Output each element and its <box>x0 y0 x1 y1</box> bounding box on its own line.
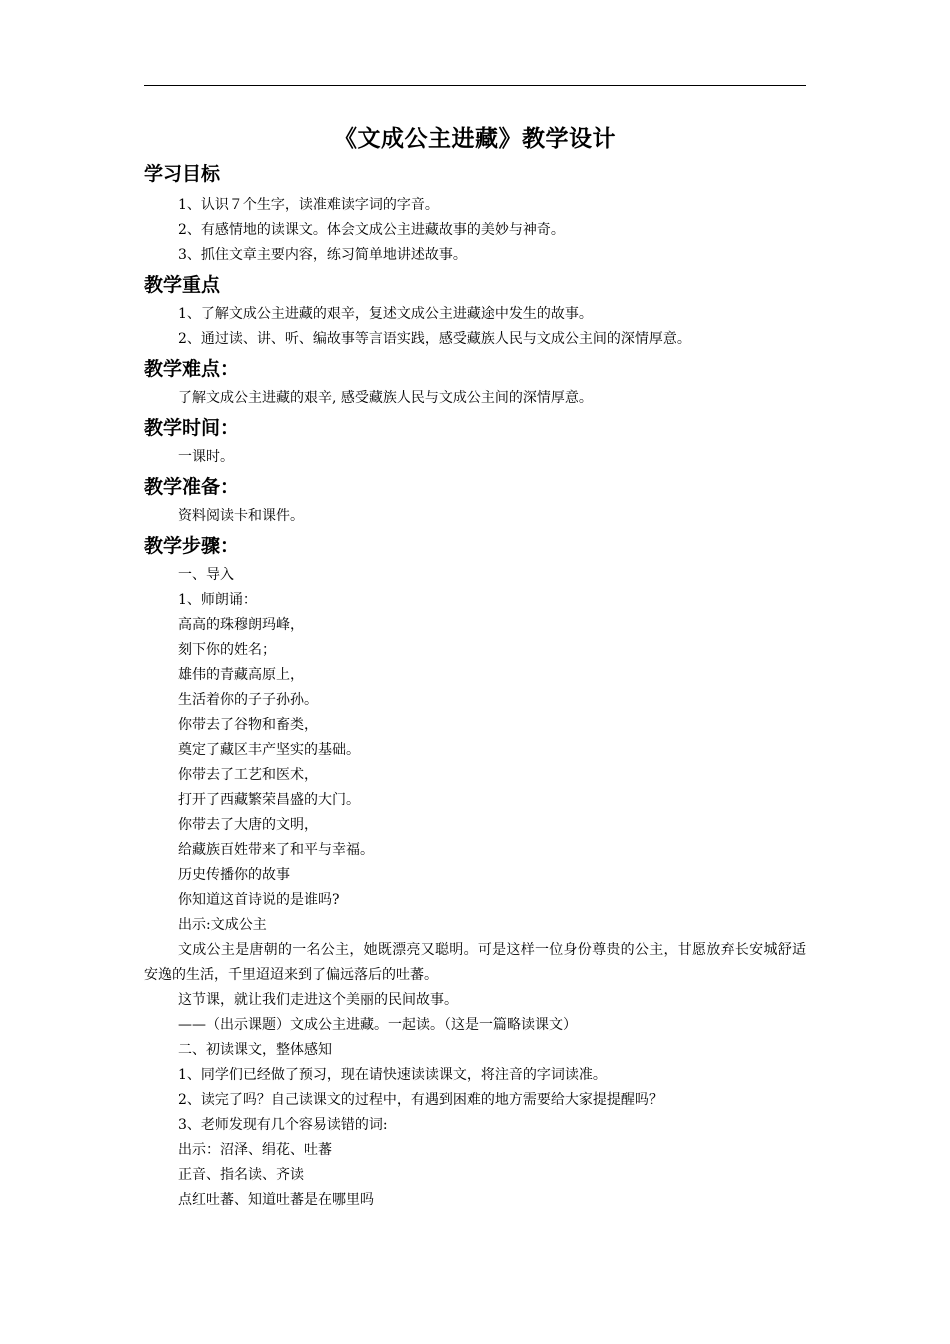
section-heading-steps: 教学步骤： <box>144 535 240 557</box>
header-rule <box>144 85 806 86</box>
section-heading-objectives: 学习目标 <box>144 163 221 185</box>
step-line: 1、同学们已经做了预习，现在请快速读读课文，将注音的字词读准。 <box>178 1067 607 1083</box>
step-line: 正音、指名读、齐读 <box>178 1167 304 1183</box>
step-line: 一、导入 <box>178 567 234 583</box>
step-line: 点红吐蕃、知道吐蕃是在哪里吗 <box>178 1192 374 1208</box>
step-line: 出示：沼泽、绢花、吐蕃 <box>178 1142 332 1158</box>
intro-paragraph: 文成公主是唐朝的一名公主，她既漂亮又聪明。可是这样一位身份尊贵的公主，甘愿放弃长安城舒适安逸的生活，千里迢迢来到了偏远落后的吐蕃。 <box>144 942 806 983</box>
poem-line: 刻下你的姓名； <box>178 642 276 658</box>
poem-line: 生活着你的子子孙孙。 <box>178 692 318 708</box>
poem-line: 奠定了藏区丰产坚实的基础。 <box>178 742 360 758</box>
section-heading-difficulties: 教学难点： <box>144 358 240 380</box>
step-line: 3、老师发现有几个容易读错的词: <box>178 1117 388 1133</box>
objective-item: 1、认识７个生字，读准难读字词的字音。 <box>178 197 439 213</box>
objective-item: 3、抓住文章主要内容，练习简单地讲述故事。 <box>178 247 467 263</box>
time-text: 一课时。 <box>178 449 234 465</box>
difficulties-text: 了解文成公主进藏的艰辛, 感受藏族人民与文成公主间的深情厚意。 <box>178 390 593 406</box>
preparation-text: 资料阅读卡和课件。 <box>178 508 304 524</box>
step-line: 2、读完了吗？自己读课文的过程中，有遇到困难的地方需要给大家提提醒吗？ <box>178 1092 663 1108</box>
objective-item: 2、有感情地的读课文。体会文成公主进藏故事的美妙与神奇。 <box>178 222 565 238</box>
step-line: 二、初读课文，整体感知 <box>178 1042 332 1058</box>
step-line: ——（出示课题）文成公主进藏。一起读。（这是一篇略读课文） <box>178 1017 577 1033</box>
step-line: 1、师朗诵： <box>178 592 257 608</box>
poem-line: 你带去了大唐的文明， <box>178 817 318 833</box>
step-line: 这节课，就让我们走进这个美丽的民间故事。 <box>178 992 458 1008</box>
poem-line: 打开了西藏繁荣昌盛的大门。 <box>178 792 360 808</box>
step-line: 你知道这首诗说的是谁吗? <box>178 892 340 908</box>
key-point-item: 2、通过读、讲、听、编故事等言语实践，感受藏族人民与文成公主间的深情厚意。 <box>178 331 691 347</box>
key-point-item: 1、了解文成公主进藏的艰辛，复述文成公主进藏途中发生的故事。 <box>178 306 593 322</box>
section-heading-time: 教学时间： <box>144 417 240 439</box>
poem-line: 给藏族百姓带来了和平与幸福。 <box>178 842 374 858</box>
poem-line: 高高的珠穆朗玛峰， <box>178 617 304 633</box>
document-title: 《文成公主进藏》教学设计 <box>334 126 616 152</box>
poem-line: 你带去了谷物和畜类， <box>178 717 318 733</box>
poem-line: 你带去了工艺和医术， <box>178 767 318 783</box>
poem-line: 历史传播你的故事 <box>178 867 290 883</box>
section-heading-preparation: 教学准备： <box>144 476 240 498</box>
section-heading-key-points: 教学重点 <box>144 274 221 296</box>
poem-line: 雄伟的青藏高原上， <box>178 667 304 683</box>
step-line: 出示:文成公主 <box>178 917 267 933</box>
